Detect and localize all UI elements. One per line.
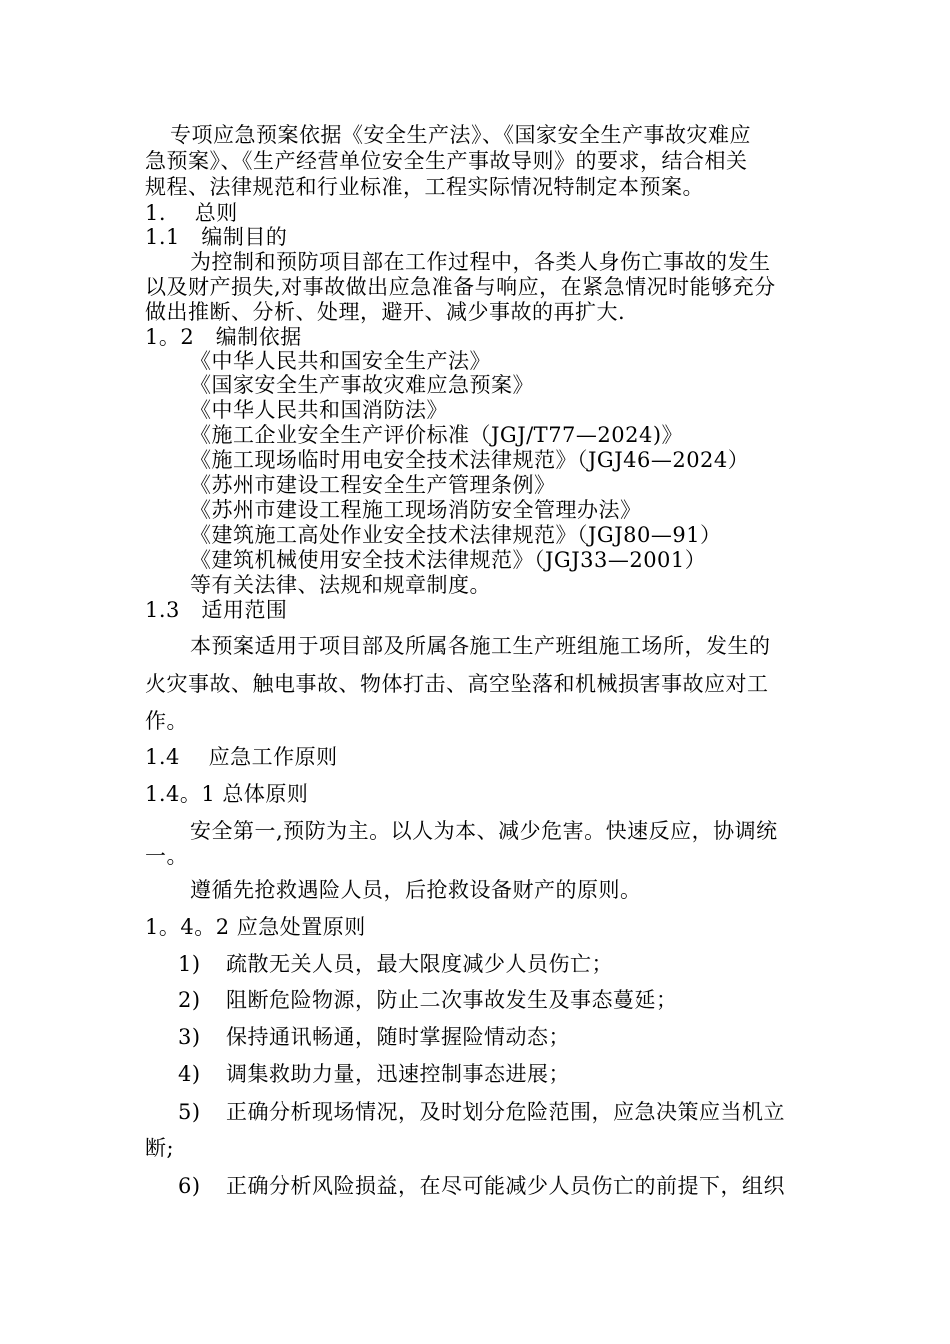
intro-line-3: 规程、法律规范和行业标准，工程实际情况特制定本预案。 bbox=[145, 175, 704, 199]
principle-text: 调集救助力量，迅速控制事态进展； bbox=[226, 1062, 570, 1086]
principle-item bbox=[178, 951, 613, 977]
general-line-2: 一。 bbox=[145, 844, 188, 868]
intro-line-2: 急预案》、《生产经营单位安全生产事故导则》的要求，结合相关 bbox=[145, 149, 748, 173]
principle-item bbox=[178, 1173, 785, 1199]
principle-continuation: 断; bbox=[145, 1136, 175, 1160]
general-line-3: 遵循先抢救遇险人员，后抢救设备财产的原则。 bbox=[190, 878, 642, 902]
principle-text: 疏散无关人员，最大限度减少人员伤亡； bbox=[226, 952, 613, 976]
scope-line-1: 本预案适用于项目部及所属各施工生产班组施工场所，发生的 bbox=[190, 634, 771, 658]
basis-item: 《建筑施工高处作业安全技术法律规范》（JGJ80—91） bbox=[190, 523, 722, 547]
principle-number: 6) bbox=[178, 1174, 201, 1198]
scope-line-3: 作。 bbox=[145, 709, 188, 733]
heading-1-2: 1。2 编制依据 bbox=[145, 325, 302, 349]
basis-item: 《施工现场临时用电安全技术法律规范》（JGJ46—2024） bbox=[190, 448, 750, 472]
basis-item: 《苏州市建设工程安全生产管理条例》 bbox=[190, 473, 556, 497]
intro-line-1: 专项应急预案依据《安全生产法》、《国家安全生产事故灾难应 bbox=[170, 123, 751, 147]
basis-item: 《国家安全生产事故灾难应急预案》 bbox=[190, 373, 534, 397]
purpose-line-3: 做出推断、分析、处理，避开、减少事故的再扩大. bbox=[145, 300, 626, 324]
principle-number: 1) bbox=[178, 952, 201, 976]
basis-item: 《中华人民共和国消防法》 bbox=[190, 398, 448, 422]
principle-text: 阻断危险物源，防止二次事故发生及事态蔓延； bbox=[226, 988, 678, 1012]
principle-text: 正确分析风险损益，在尽可能减少人员伤亡的前提下，组织 bbox=[226, 1174, 785, 1198]
heading-1-4-1: 1.4。1 总体原则 bbox=[145, 782, 309, 806]
principle-number: 4) bbox=[178, 1062, 201, 1086]
basis-footer: 等有关法律、法规和规章制度。 bbox=[190, 573, 491, 597]
heading-1-4-2: 1。4。2 应急处置原则 bbox=[145, 915, 366, 939]
heading-1: 1. 总则 bbox=[145, 201, 238, 225]
principle-number: 5) bbox=[178, 1100, 201, 1124]
principle-item bbox=[178, 987, 678, 1013]
principle-item bbox=[178, 1024, 570, 1050]
principle-number: 3) bbox=[178, 1025, 201, 1049]
principle-text: 保持通讯畅通，随时掌握险情动态； bbox=[226, 1025, 570, 1049]
purpose-line-1: 为控制和预防项目部在工作过程中，各类人身伤亡事故的发生 bbox=[190, 250, 771, 274]
general-line-1: 安全第一,预防为主。以人为本、减少危害。快速反应，协调统 bbox=[190, 819, 778, 843]
basis-item: 《苏州市建设工程施工现场消防安全管理办法》 bbox=[190, 498, 642, 522]
heading-1-4: 1.4 应急工作原则 bbox=[145, 745, 338, 769]
principle-number: 2) bbox=[178, 988, 201, 1012]
principle-item bbox=[178, 1099, 785, 1125]
heading-1-3: 1.3 适用范围 bbox=[145, 598, 288, 622]
principle-text: 正确分析现场情况，及时划分危险范围，应急决策应当机立 bbox=[226, 1100, 785, 1124]
principle-item bbox=[178, 1061, 570, 1087]
basis-item: 《中华人民共和国安全生产法》 bbox=[190, 349, 491, 373]
scope-line-2: 火灾事故、触电事故、物体打击、高空坠落和机械损害事故应对工 bbox=[145, 672, 769, 696]
purpose-line-2: 以及财产损失,对事故做出应急准备与响应，在紧急情况时能够充分 bbox=[145, 275, 776, 299]
heading-1-1: 1.1 编制目的 bbox=[145, 225, 288, 249]
basis-item: 《建筑机械使用安全技术法律规范》（JGJ33—2001） bbox=[190, 548, 707, 572]
basis-item: 《施工企业安全生产评价标准（JGJ/T77—2024)》 bbox=[190, 423, 684, 447]
